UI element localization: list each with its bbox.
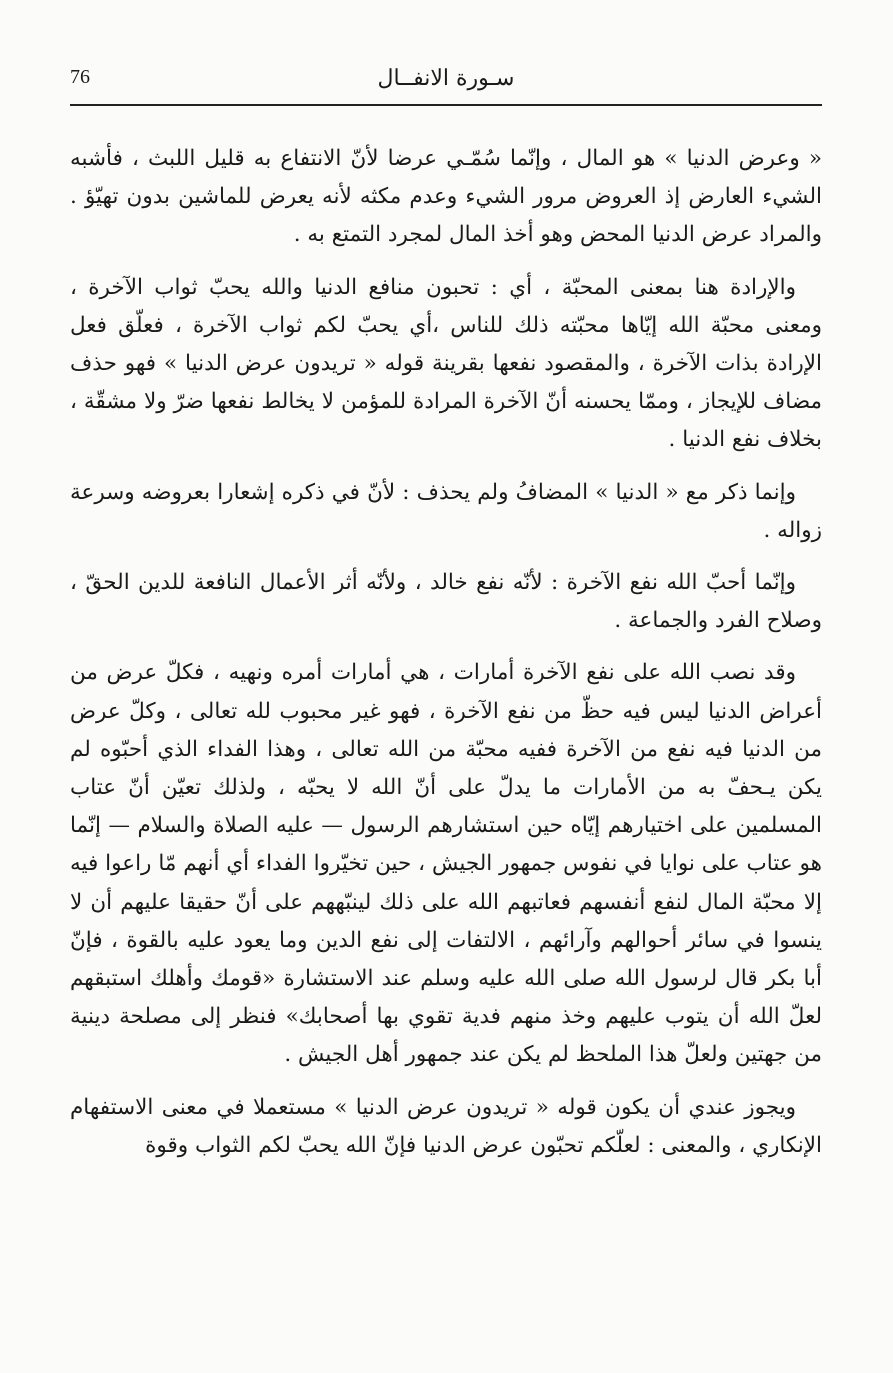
paragraph: وقد نصب الله على نفع الآخرة أمارات ، هي أمارات أمره ونهيه ، فكلّ عرض من أعراض الدنيا ليس فيه حظّ من نفع الآخرة ، فهو غير محبوب لله تعالى ، وكلّ عرض من الدنيا فيه نفع من الآخرة ففيه محبّة من الله تعالى ، وهذا الفداء الذي أحبّوه لم يكن يـحفّ به من الأمارات ما يدلّ على أنّ الله لا يحبّه ، ولذلك تعيّن أنّ عتاب المسلمين على اختيارهم إيّاه حين استشارهم الرسول — عليه الصلاة والسلام — إنّما هو عتاب على نوايا في نفوس جمهور الجيش ، حين تخيّروا الفداء أي أنهم مّا راعوا فيه إلا محبّة المال لنفع أنفسهم فعاتبهم الله على ذلك لينبّههم على أنّ حقيقا عليهم أن لا ينسوا في سائر أحوالهم وآرائهم ، الالتفات إلى نفع الدين وما يعود عليه بالقوة ، فإنّ أبا بكر قال لرسول الله صلى الله عليه وسلم عند الاستشارة «قومك وأهلك استبقهم لعلّ الله أن يتوب عليهم وخذ منهم فدية تقوي بها أصحابك» فنظر إلى مصلحة دينية من جهتين ولعلّ هذا الملحظ لم يكن عند جمهور أهل الجيش . [70,660,822,1068]
paragraph: وإنّما أحبّ الله نفع الآخرة : لأنّه نفع خالد ، ولأنّه أثر الأعمال النافعة للدين الحقّ ، وصلاح الفرد والجماعة . [70,570,822,634]
page-header [70,58,822,102]
paragraph: ويجوز عندي أن يكون قوله « تريدون عرض الدنيا » مستعملا في معنى الاستفهام الإنكاري ، والمعنى : لعلّكم تحبّون عرض الدنيا فإنّ الله يحبّ لكم الثواب وقوة [70,1094,822,1158]
page-number: 76 [70,66,90,88]
paragraph: والإرادة هنا بمعنى المحبّة ، أي : تحبون منافع الدنيا والله يحبّ ثواب الآخرة ، ومعنى محبّة الله إيّاها محبّته ذلك للناس ،أي يحبّ لكم ثواب الآخرة ، فعلّق فعل الإرادة بذات الآخرة ، والمقصود نفعها بقرينة قوله « تريدون عرض الدنيا » فهو حذف مضاف للإيجاز ، وممّا يحسنه أنّ الآخرة المرادة للمؤمن لا يخالط نفعها ضرّ ولا مشقّة ، بخلاف نفع الدنيا . [70,274,822,453]
paragraph: « وعرض الدنيا » هو المال ، وإنّما سُمّـي عرضا لأنّ الانتفاع به قليل اللبث ، فأشبه الشيء العارض إذ العروض مرور الشيء وعدم مكثه لأنه يعرض للماشين بدون تهيّؤ . والمراد عرض الدنيا المحض وهو أخذ المال لمجرد التمتع به . [70,146,822,248]
header-divider [70,104,822,106]
paragraph: وإنما ذكر مع « الدنيا » المضافُ ولم يحذف : لأنّ في ذكره إشعارا بعروضه وسرعة زواله . [70,479,822,543]
running-title: سـورة الانفــال [377,66,515,91]
page-body [70,140,822,1179]
